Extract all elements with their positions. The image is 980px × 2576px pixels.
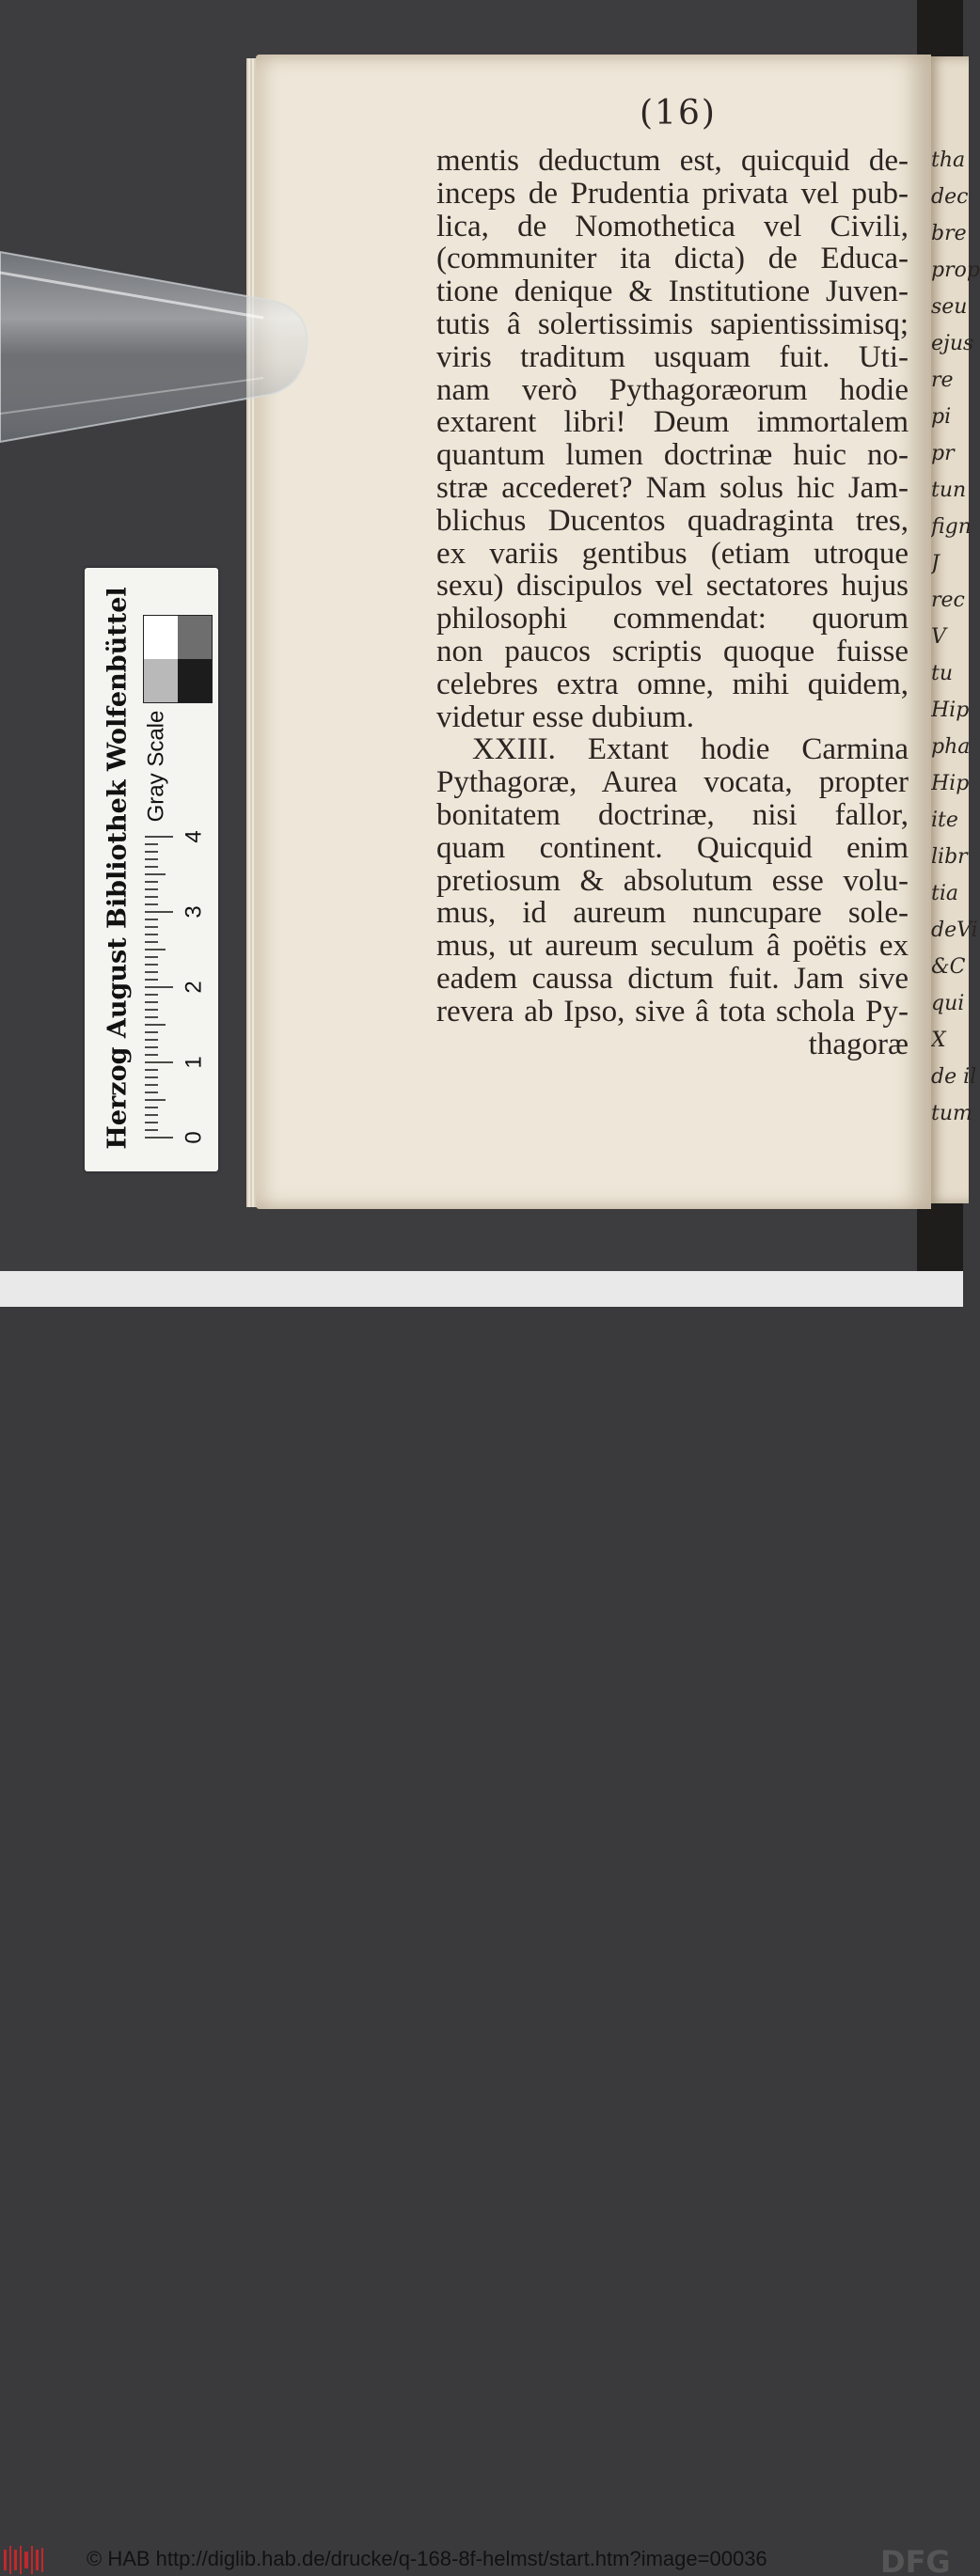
next-page-fragment: rec — [931, 589, 965, 612]
next-page-fragment: pi — [931, 405, 952, 429]
gray-swatch-cell — [178, 659, 212, 702]
text-line: non paucos scriptis quoque fuisse — [436, 634, 909, 668]
next-page-fragment: &C — [931, 955, 966, 979]
next-page-fragment: tum — [931, 1102, 972, 1125]
next-page-fragment: seu — [931, 295, 968, 319]
text-line: (communiter ita dicta) de Educa- — [436, 242, 909, 276]
text-line: revera ab Ipso, sive â tota schola Py- — [436, 994, 909, 1029]
gray-swatch-cell — [144, 659, 178, 702]
text-line: ex variis gentibus (etiam utroque — [436, 536, 909, 571]
text-line: XXIII. Extant hodie Carmina — [472, 732, 909, 767]
text-line: eadem caussa dictum fuit. Jam sive — [436, 961, 909, 996]
text-line: viris traditum usquam fuit. Uti- — [436, 339, 909, 374]
next-page-fragment: libr — [931, 845, 968, 869]
text-line: thagoræ — [808, 1027, 909, 1061]
gray-swatch-cell — [178, 616, 212, 659]
ruler-tick-label: 3 — [181, 905, 207, 919]
next-page-fragment: pr — [931, 442, 955, 465]
next-page-fragment: dec — [931, 185, 969, 209]
text-line: quam continent. Quicquid enim — [436, 830, 909, 865]
text-line: nam verò Pythagoræorum hodie — [436, 372, 909, 407]
glass-page-holder — [0, 235, 306, 447]
next-page-fragment: tha — [931, 149, 966, 172]
ruler-tick-label: 0 — [181, 1131, 207, 1144]
text-line: mus, id aureum nuncupare sole- — [436, 896, 909, 931]
text-line: videtur esse dubium. — [436, 699, 695, 734]
ruler-title: Herzog August Bibliothek Wolfenbüttel — [103, 586, 133, 1150]
next-page-fragment: tu — [931, 662, 954, 685]
text-line: bonitatem doctrinæ, nisi fallor, — [436, 797, 909, 832]
next-page-fragment: ite — [931, 809, 958, 832]
next-page-fragment: deVi — [931, 919, 978, 942]
text-line: Pythagoræ, Aurea vocata, propter — [436, 765, 909, 800]
text-line: tutis â solertissimis sapientissimisq; — [436, 306, 909, 341]
text-line: quantum lumen doctrinæ huic no- — [436, 438, 909, 473]
ruler-tick-label: 2 — [181, 981, 207, 994]
next-page-fragment: bre — [931, 222, 967, 245]
text-line: pretiosum & absolutum esse volu- — [436, 863, 909, 898]
text-line: blichus Ducentos quadraginta tres, — [436, 503, 909, 538]
dfg-logo — [878, 2544, 959, 2576]
text-line: mus, ut aureum seculum â poëtis ex — [436, 929, 909, 964]
next-page-fragment: qui — [931, 992, 965, 1015]
next-page-fragment: Hip — [931, 699, 970, 722]
text-line: stræ accederet? Nam solus hic Jam- — [436, 470, 909, 505]
text-line: lica, de Nomothetica vel Civili, — [436, 209, 909, 243]
next-page-fragment: tun — [931, 479, 967, 502]
barcode-icon — [4, 2546, 45, 2574]
next-page-fragment: de il — [931, 1065, 977, 1089]
ruler-tick-label: 1 — [181, 1056, 207, 1069]
text-line: tione denique & Institutione Juven- — [436, 275, 909, 309]
next-page-fragment: ejus — [931, 332, 974, 355]
gray-scale-label: Gray Scale — [143, 710, 168, 823]
next-page-fragment: re — [931, 369, 954, 392]
page-text — [436, 145, 909, 1060]
next-page-fragment: V — [931, 625, 946, 649]
text-line: mentis deductum est, quicquid de- — [436, 144, 909, 178]
next-page-fragment: pha — [931, 735, 971, 759]
text-line: inceps de Prudentia privata vel pub- — [436, 176, 909, 211]
next-page-fragment: tia — [931, 882, 958, 905]
footer-bar — [0, 1271, 963, 2576]
gray-swatch-cell — [144, 616, 178, 659]
ruler-tick-label: 4 — [181, 830, 207, 843]
copyright-url: © HAB http://diglib.hab.de/drucke/q-168-8f-helmst/start.htm?image=00036 — [87, 2547, 767, 2570]
text-line: sexu) discipulos vel sectatores hujus — [436, 569, 909, 604]
gray-scale-swatch — [143, 615, 213, 703]
next-page-fragment: Hip — [931, 772, 970, 795]
text-line: philosophi commendat: quorum — [436, 602, 909, 636]
text-line: extarent libri! Deum immortalem — [436, 405, 909, 440]
scan-image — [0, 0, 980, 1271]
next-page-fragment: J — [931, 552, 940, 575]
page-number: (16) — [640, 94, 717, 133]
text-line: celebres extra omne, mihi quidem, — [436, 667, 909, 701]
svg-text:DFG: DFG — [880, 2544, 951, 2576]
next-page-fragment: prop — [931, 259, 980, 282]
next-page-fragment: fign — [931, 515, 972, 539]
next-page-fragment: X — [931, 1029, 946, 1052]
